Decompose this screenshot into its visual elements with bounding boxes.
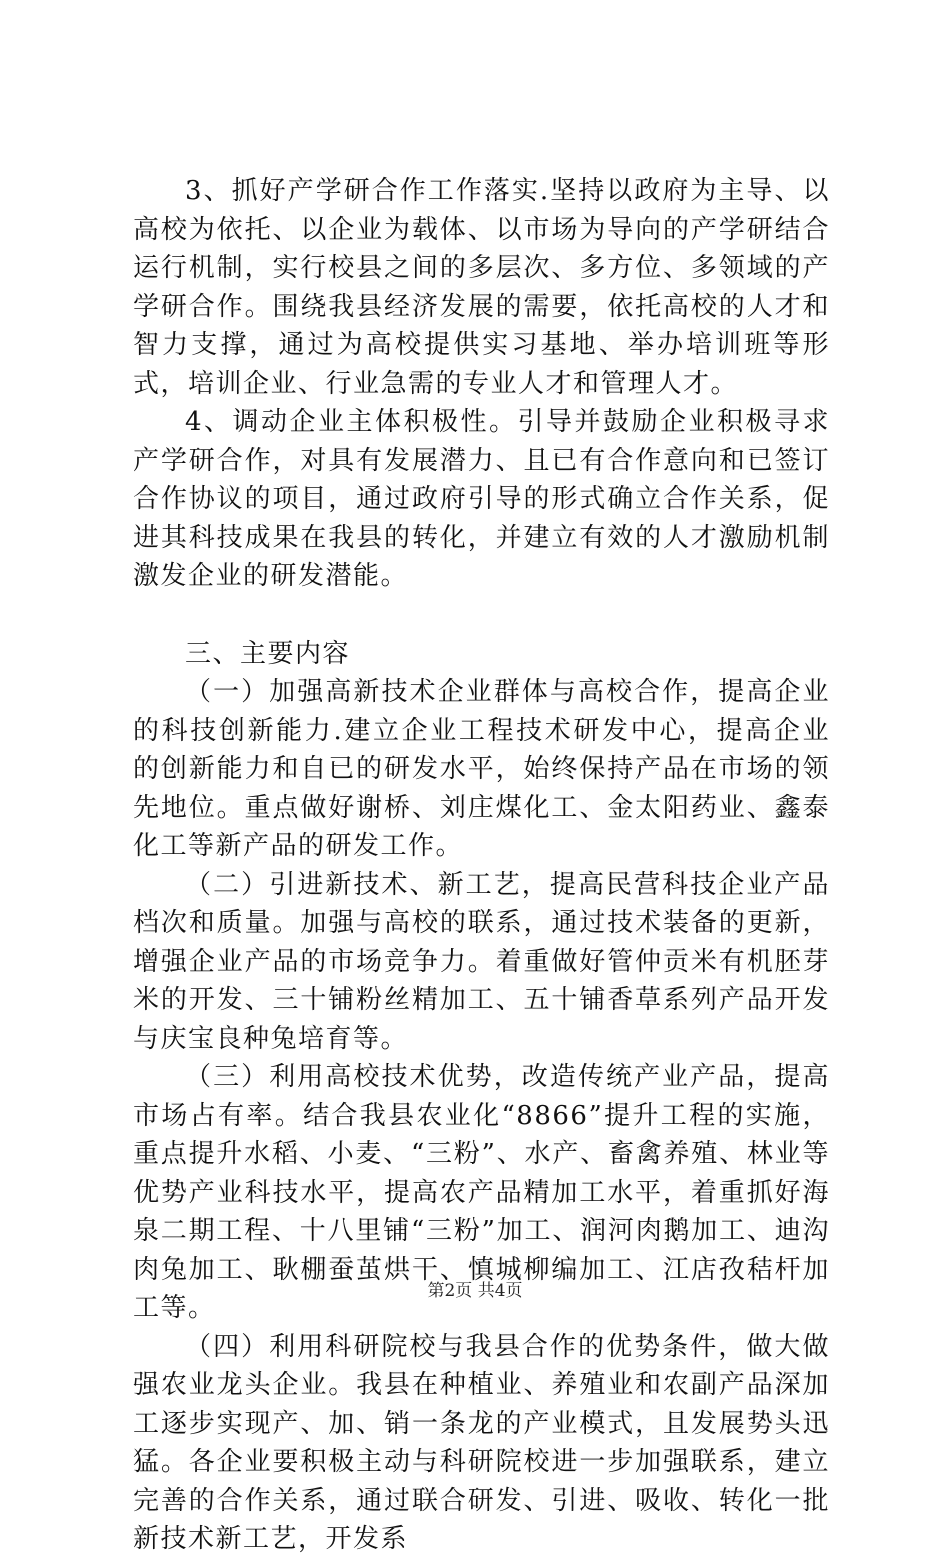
section-paragraph-4: （四）利用科研院校与我县合作的优势条件，做大做强农业龙头企业。我县在种植业、养殖业和农副产品深加工逐步实现产、加、销一条龙的产业模式，且发展势头迅猛。各企业要积极主动与科研院校进一步加强联系，建立完善的合作关系，通过联合研发、引进、吸收、转化一批新技术新工艺，开发系 xyxy=(133,1331,830,1554)
section-heading: 三、主要内容 xyxy=(185,638,351,669)
paragraph-item-4: 4、调动企业主体积极性。引导并鼓励企业积极寻求产学研合作，对具有发展潜力、且已有合作意向和已签订合作协议的项目，通过政府引导的形式确立合作关系，促进其科技成果在我县的转化，并建立有效的人才激励机制激发企业的研发潜能。 xyxy=(133,407,830,591)
section-paragraph-1: （一）加强高新技术企业群体与高校合作，提高企业的科技创新能力.建立企业工程技术研发中心，提高企业的创新能力和自已的研发水平，始终保持产品在市场的领先地位。重点做好谢桥、刘庄煤化工、金太阳药业、鑫泰化工等新产品的研发工作。 xyxy=(133,677,830,861)
page-number-footer: 第2页 共4页 xyxy=(427,1281,523,1301)
section-paragraph-3: （三）利用高校技术优势，改造传统产业产品，提高市场占有率。结合我县农业化“8866”提升工程的实施，重点提升水稻、小麦、“三粉”、水产、畜禽养殖、林业等优势产业科技水平，提高农产品精加工水平，着重抓好海泉二期工程、十八里铺“三粉”加工、润河肉鹅加工、迪沟肉兔加工、耿棚蚕茧烘干、慎城柳编加工、江店孜秸杆加工等。 xyxy=(133,1062,830,1323)
document-body xyxy=(133,172,830,1559)
paragraph-item-3: 3、抓好产学研合作工作落实.坚持以政府为主导、以高校为依托、以企业为载体、以市场为导向的产学研结合运行机制，实行校县之间的多层次、多方位、多领域的产学研合作。围绕我县经济发展的需要，依托高校的人才和智力支撑，通过为高校提供实习基地、举办培训班等形式，培训企业、行业急需的专业人才和管理人才。 xyxy=(133,176,830,399)
section-paragraph-2: （二）引进新技术、新工艺，提高民营科技企业产品档次和质量。加强与高校的联系，通过技术装备的更新，增强企业产品的市场竞争力。着重做好管仲贡米有机胚芽米的开发、三十铺粉丝精加工、五十铺香草系列产品开发与庆宝良种兔培育等。 xyxy=(133,869,830,1054)
